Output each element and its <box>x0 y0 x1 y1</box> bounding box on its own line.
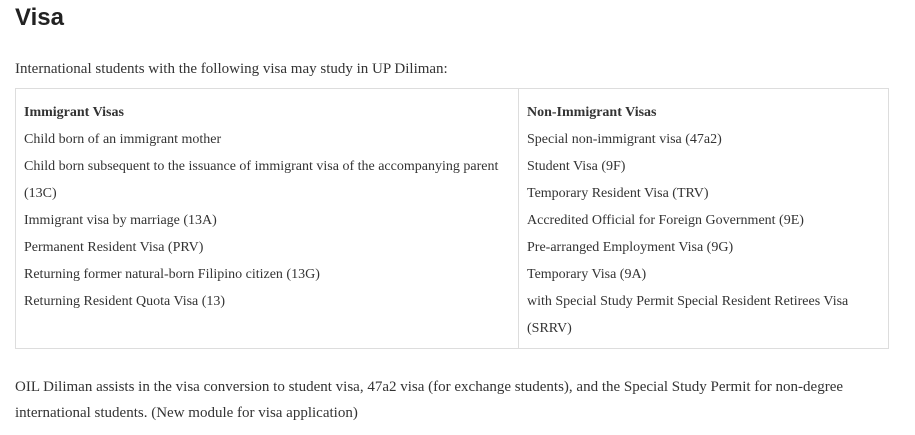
non-immigrant-visas-list <box>527 126 880 342</box>
list-item: with Special Study Permit Special Resident Retirees Visa (SRRV) <box>527 294 849 336</box>
intro-text: International students with the following visa may study in UP Diliman: <box>15 61 448 77</box>
immigrant-visas-list <box>24 126 510 315</box>
list-item: Temporary Visa (9A) <box>527 267 647 282</box>
list-item: Immigrant visa by marriage (13A) <box>24 213 217 228</box>
outro-text: OIL Diliman assists in the visa conversion to student visa, 47a2 visa (for exchange students), and the Special Study Permit for non-degree international students. (New module for visa application) <box>15 379 844 421</box>
list-item: Student Visa (9F) <box>527 159 626 174</box>
non-immigrant-visas-column <box>519 89 888 348</box>
list-item: Child born of an immigrant mother <box>24 132 222 147</box>
list-item: Returning former natural-born Filipino citizen (13G) <box>24 267 320 282</box>
immigrant-visas-heading: Immigrant Visas <box>24 105 124 120</box>
page-title: Visa <box>15 4 64 31</box>
non-immigrant-visas-heading: Non-Immigrant Visas <box>527 105 657 120</box>
list-item: Temporary Resident Visa (TRV) <box>527 186 709 201</box>
visa-table <box>15 88 889 349</box>
list-item: Accredited Official for Foreign Government (9E) <box>527 213 804 228</box>
list-item: Child born subsequent to the issuance of immigrant visa of the accompanying parent (13C) <box>24 159 499 201</box>
immigrant-visas-column <box>16 89 519 348</box>
list-item: Pre-arranged Employment Visa (9G) <box>527 240 734 255</box>
list-item: Special non-immigrant visa (47a2) <box>527 132 722 147</box>
list-item: Permanent Resident Visa (PRV) <box>24 240 204 255</box>
list-item: Returning Resident Quota Visa (13) <box>24 294 226 309</box>
